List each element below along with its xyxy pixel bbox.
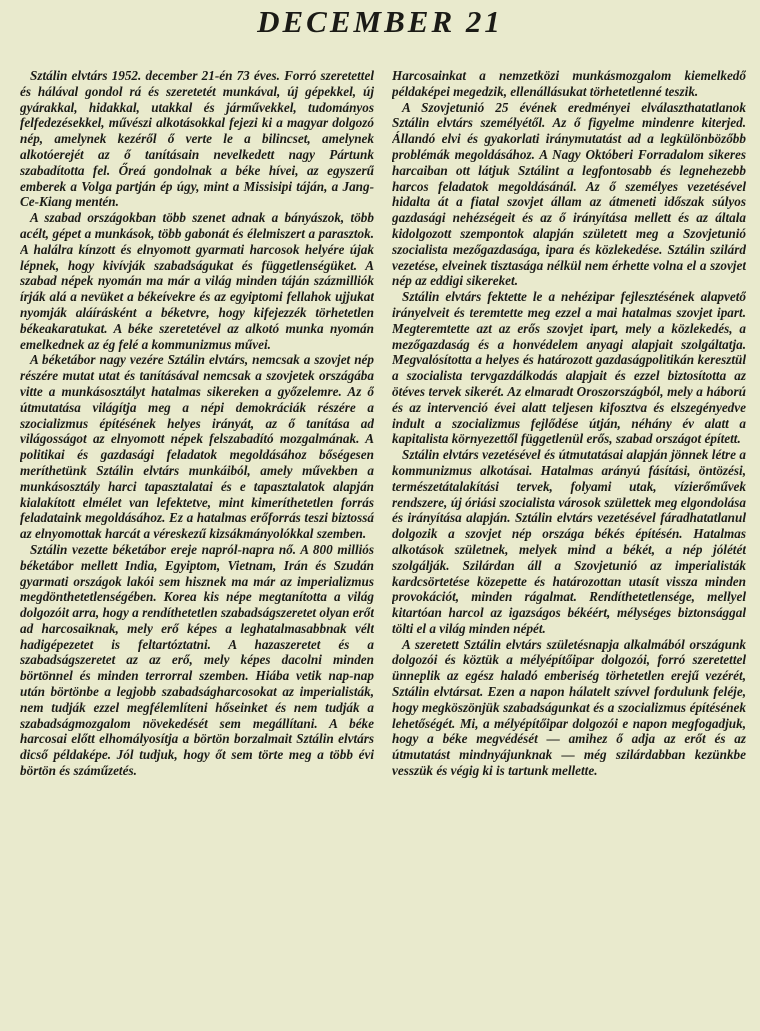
paragraph: A Szovjetunió 25 évének eredményei elválaszthatatlanok Sztálin elvtárs személyétől. Az ő figyelme mindenre kiterjed. Állandó elvi és gyakorlati iránymutatást ad a legkülönbözőbb problémák megoldásához. A Nagy Októberi Forradalom sikeres harcaiban ott látjuk Sztálint a legfontosabb és legnehezebb harcos feladatok megoldásánál. Az ő személyes vezetésével hidalta át a fiatal szovjet állam az átmeneti időszak súlyos gazdasági nehézségeit és az ő irányítása mellett és az általa kidolgozott szempontok alapján született meg a Szovjetunió szocialista mezőgazdasága, ipara és közlekedése. Sztálin szilárd vezetése, elveinek tisztasága nélkül nem érhette volna el a szovjet nép az eddigi sikereket. — [392, 99, 746, 289]
page-headline: DECEMBER 21 — [257, 4, 503, 39]
paragraph: Sztálin vezette béketábor ereje napról-napra nő. A 800 milliós béketábor mellett India, Egyiptom, Vietnam, Irán és Szudán gyarmati országok lakói sem hisznek ma már az imperializmus megdönthetetlenségében. Korea kis népe megtanította a világ dolgozóit arra, hogy a rendíthetetlen szabadságszeretet olyan erőt ad harcosaiknak, mely erő képes a leghatalmasabbnak vélt hadigépezetet is feltartóztatni. A hazaszeretet és a szabadságszeretet az az erő, mely képes dacolni minden börtönnel és minden terrorral szemben. Hiába vetik nap-nap után börtönbe a legjobb szabadságharcosokat az imperialisták, nem tudják ezzel megfélemlíteni hőseinket és nem tudják a szabadságmozgalom növekedését sem megállítani. A béke harcosai előtt elhomályosítja a börtön borzalmait Sztálin elvtárs dicső példaképe. Jól tudjuk, hogy őt sem törte meg a több évi börtön és száműzetés. — [20, 541, 374, 779]
paragraph-continuation: Harcosainkat a nemzetközi munkásmozgalom kiemelkedő példaképei megedzik, ellenállásukat törhetetlenné teszik. — [392, 68, 746, 99]
paragraph: Sztálin elvtárs fektette le a nehézipar fejlesztésének alapvető irányelveit és teremtette meg ezzel a mai hatalmas szovjet ipart. Megteremtette azt az erős szovjet ipart, mely a közlekedés, a mezőgazdaság és a honvédelem anyagi alapjait szolgáltatja. Megvalósította a helyes és határozott gazdaságpolitikán keresztül a szocialista tervgazdálkodás alapjait és ezzel biztosította az ötéves tervek sikerét. Az elmaradt Oroszországból, mely a háború és az intervenció évei alatt teljesen kifosztva és elszegényedve indult a szocializmus fejlődése útján, néhány év alatt a kapitalista környezettől függetlenül erős, szabad országot épített. — [392, 289, 746, 447]
paragraph: A béketábor nagy vezére Sztálin elvtárs, nemcsak a szovjet nép részére mutat utat és tanításával nemcsak a szovjetek országába vitte a munkásosztályt hatalmas sikereken a győzelemre. Az ő útmutatása világítja meg a népi demokráciák részére a szocializmus építésének helyes irányát, az ő tanítása ad világosságot az elnyomott népek felszabadító mozgalmának. A politikai és gazdasági feladatok megoldásához bőségesen meríthetünk Sztálin elvtárs munkáiból, amely művekben a munkásosztály harci tapasztalatai és e tapasztalatok alapján kialakított elmélet van lefektetve, mint kimeríthetetlen forrás feladataink megoldásához. Ez a hatalmas erőforrás teszi biztossá az elnyomottak harcát a véreskezű kizsákmányolókkal szemben. — [20, 352, 374, 542]
paragraph: Sztálin elvtárs vezetésével és útmutatásai alapján jönnek létre a kommunizmus alkotásai. Hatalmas arányú fásítási, öntözési, természetátalakítási tervek, folyami utak, vízierőművek rendszere, új óriási szocialista városok születtek meg elgondolása és irányítása alapján. Sztálin elvtárs vezetésével fáradhatatlanul dolgozik a szovjet nép országa békés építésén. Hatalmas alkotások születnek, melyek mind a békét, a nép jólétét szolgálják. Szilárdan áll a Szovjetunió az imperialisták kardcsörtetése közepette és határozottan utasít vissza minden provokációt, minden rágalmat. Rendíthetetlensége, mellyel kitartóan harcol az igazságos békéért, mélységes biztonsággal tölti el a világ minden népét. — [392, 447, 746, 636]
paragraph: Sztálin elvtárs 1952. december 21-én 73 éves. Forró szeretettel és hálával gondol rá és szeretetét munkával, új gépekkel, új gyárakkal, hidakkal, utakkal és járművekkel, tudományos felfedezésekkel, művészi alkotásokkal fejezi ki a magyar dolgozó nép, amelynek kezéről ő verte le a bilincset, amelynek alkotóerejét az ő tanításain nevelkedett nagy Pártunk szabadította fel. Őreá gondolnak a béke hívei, az egyszerű emberek a Volga partján ép úgy, mint a Missisipi táján, a Jang-Ce-Kiang mentén. — [20, 68, 374, 210]
right-column — [392, 68, 746, 1028]
text-columns — [20, 68, 746, 1028]
paragraph: A szabad országokban több szenet adnak a bányászok, több acélt, gépet a munkások, több gabonát és élelmiszert a parasztok. A halálra kínzott és elnyomott gyarmati harcosok helyére újak lépnek, hogy kivívják szabadságukat és függetlenségüket. A szabad népek nyomán ma már a világ minden táján százmilliók írják alá a nevüket a békeívekre és az egyiptomi fellahok ujjukat nyomják aláírásként a béketvre, hogy kifejezzék törhetetlen békeakaratukat. A béke szeretetével az alkotó munka nyomán emelkednek az ég felé a kommunizmus művei. — [20, 210, 374, 352]
paragraph: A szeretett Sztálin elvtárs születésnapja alkalmából országunk dolgozói és köztük a mélyépítőipar dolgozói, forró szeretettel ünneplik az egész haladó emberiség törhetetlen erejű vezérét, Sztálin elvtársat. Ezen a napon hálatelt szívvel fordulunk feléje, hogy megköszönjük szabadságunkat és a szocializmus építésének lehetőségét. Mi, a mélyépítőipar dolgozói e napon megfogadjuk, hogy a béke megvédését — amihez ő adja az erőt és az útmutatást mindnyájunknak — még szilárdabban kezünkbe vesszük és végig ki is tartunk mellette. — [392, 636, 746, 779]
left-column — [20, 68, 374, 1028]
